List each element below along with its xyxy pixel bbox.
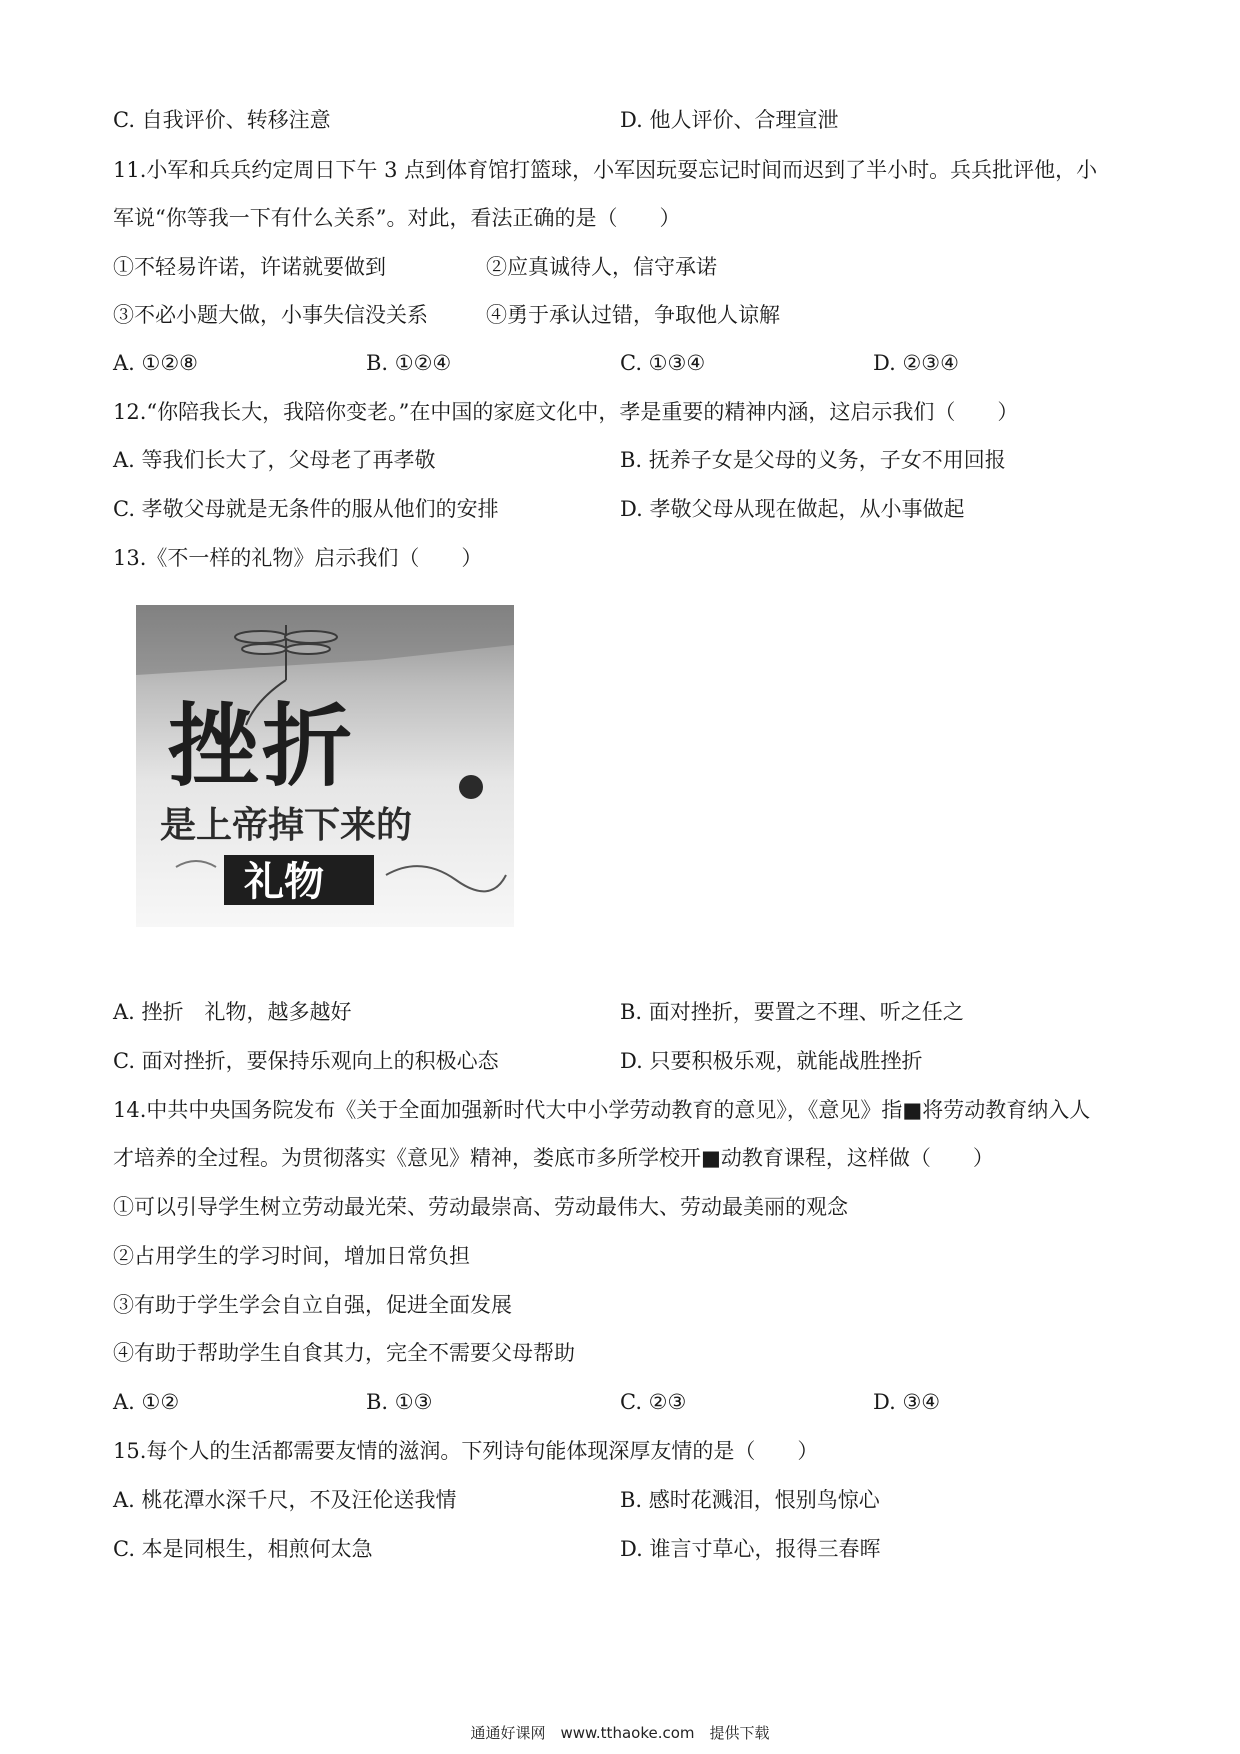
q15-option-c: C. 本是同根生，相煎何太急 [113,1537,373,1561]
q11-option-a: A. ①②⑧ [113,351,198,375]
q11-item-3: ③不必小题大做，小事失信没关系 [113,303,428,327]
q13-option-d: D. 只要积极乐观，就能战胜挫折 [620,1049,923,1073]
poster-line2-text: 是上帝掉下来的 [160,805,413,846]
q12-stem: 12.“你陪我长大，我陪你变老。”在中国的家庭文化中，孝是重要的精神内涵，这启示我们（ ） [113,400,1019,424]
q11-option-d: D. ②③④ [873,351,959,375]
q15-option-a: A. 桃花潭水深千尺，不及汪伦送我情 [113,1488,457,1512]
q11-item-4: ④勇于承认过错，争取他人谅解 [486,303,780,327]
q11-item-2: ②应真诚待人，信守承诺 [486,255,717,279]
q12-option-a: A. 等我们长大了，父母老了再孝敬 [113,448,436,472]
q15-stem: 15.每个人的生活都需要友情的滋润。下列诗句能体现深厚友情的是（ ） [113,1439,819,1463]
page-footer: 通通好课网 www.tthaoke.com 提供下载 [470,1724,770,1742]
q11-item-1: ①不轻易许诺，许诺就要做到 [113,255,386,279]
q12-option-c: C. 孝敬父母就是无条件的服从他们的安排 [113,497,499,521]
ladybug-icon [459,775,483,799]
q11-option-b: B. ①②④ [366,351,452,375]
q11-option-c: C. ①③④ [620,351,706,375]
q11-stem-line2: 军说“你等我一下有什么关系”。对此，看法正确的是（ ） [113,206,681,230]
q12-option-d: D. 孝敬父母从现在做起，从小事做起 [620,497,965,521]
q14-item-3: ③有助于学生学会自立自强，促进全面发展 [113,1293,512,1317]
q14-option-b: B. ①③ [366,1390,433,1414]
q14-stem-line2: 才培养的全过程。为贯彻落实《意见》精神，娄底市多所学校开■动教育课程，这样做（ ） [113,1146,994,1170]
q14-option-d: D. ③④ [873,1390,941,1414]
q10-option-d: D. 他人评价、合理宣泄 [620,108,839,132]
q12-option-b: B. 抚养子女是父母的义务，子女不用回报 [620,448,1006,472]
poster-line3-text: 礼物 [244,859,324,905]
q13-option-c: C. 面对挫折，要保持乐观向上的积极心态 [113,1049,499,1073]
q13-option-a: A. 挫折 礼物，越多越好 [113,1000,352,1024]
q13-poster-image [136,605,514,927]
poster-big-text: 挫折 [168,694,356,799]
q13-stem: 13.《不一样的礼物》启示我们（ ） [113,546,483,570]
q14-stem-line1: 14.中共中央国务院发布《关于全面加强新时代大中小学劳动教育的意见》，《意见》指■将劳动教育纳入人 [113,1098,1091,1122]
q15-option-b: B. 感时花溅泪，恨别鸟惊心 [620,1488,880,1512]
q10-option-c: C. 自我评价、转移注意 [113,108,331,132]
q13-option-b: B. 面对挫折，要置之不理、听之任之 [620,1000,964,1024]
q11-stem-line1: 11.小军和兵兵约定周日下午 3 点到体育馆打篮球，小军因玩耍忘记时间而迟到了半小时。兵兵批评他，小 [113,158,1098,182]
q14-item-1: ①可以引导学生树立劳动最光荣、劳动最崇高、劳动最伟大、劳动最美丽的观念 [113,1195,848,1219]
q14-item-2: ②占用学生的学习时间，增加日常负担 [113,1244,470,1268]
q14-item-4: ④有助于帮助学生自食其力，完全不需要父母帮助 [113,1341,575,1365]
q14-option-c: C. ②③ [620,1390,687,1414]
poster-graphic [136,605,514,927]
q14-option-a: A. ①② [113,1390,180,1414]
q15-option-d: D. 谁言寸草心，报得三春晖 [620,1537,881,1561]
